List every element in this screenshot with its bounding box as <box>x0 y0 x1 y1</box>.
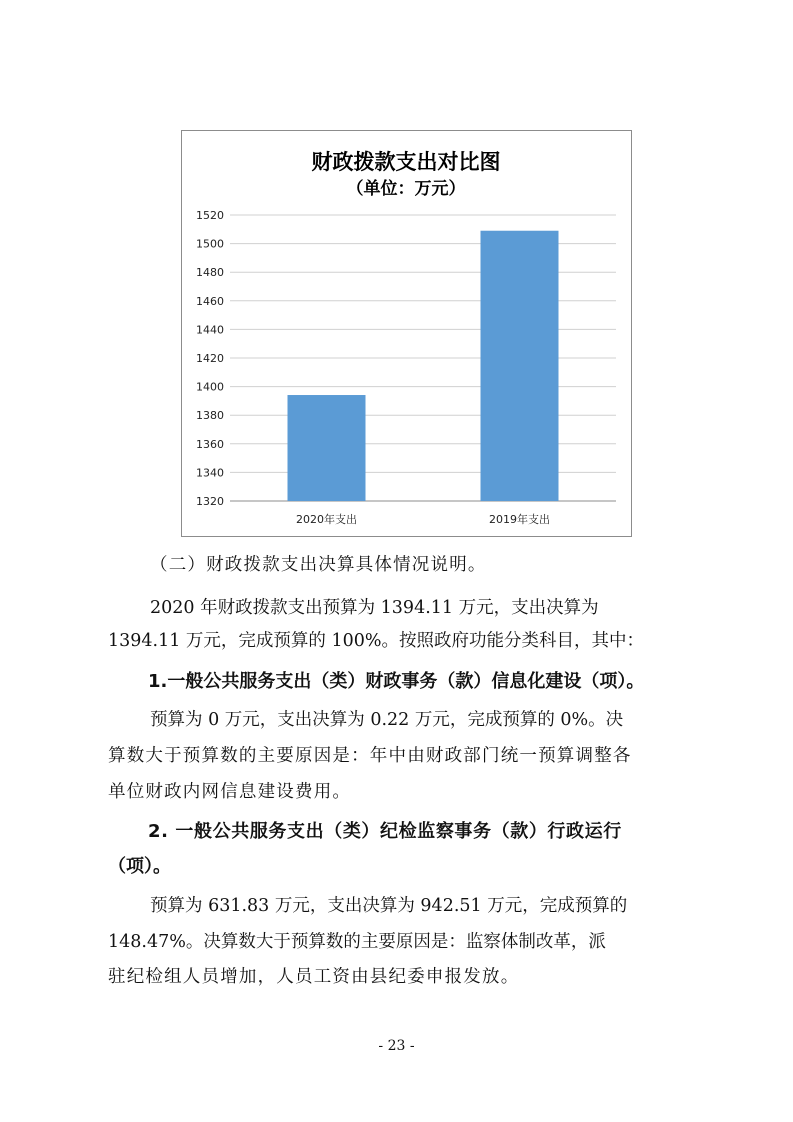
y-tick-label: 1380 <box>196 409 224 423</box>
chart-title: 财政拨款支出对比图 <box>311 150 501 174</box>
item2-line-3: 驻纪检组人员增加，人员工资由县纪委申报发放。 <box>108 967 520 987</box>
y-tick-label: 1400 <box>196 380 224 394</box>
intro-line-1: 2020 年财政拨款支出预算为 1394.11 万元，支出决算为 <box>150 598 599 618</box>
item2-line-1: 预算为 631.83 万元，支出决算为 942.51 万元，完成预算的 <box>150 896 628 916</box>
section-heading: （二）财政拨款支出决算具体情况说明。 <box>150 555 487 575</box>
item2-line-2: 148.47%。决算数大于预算数的主要原因是：监察体制改革，派 <box>108 932 606 952</box>
item2-heading-line-1: 2. 一般公共服务支出（类）纪检监察事务（款）行政运行 <box>148 821 622 842</box>
y-tick-label: 1320 <box>196 495 224 508</box>
intro-line-2: 1394.11 万元，完成预算的 100%。按照政府功能分类科目，其中： <box>108 631 645 651</box>
page-number: - 23 - <box>378 1038 415 1054</box>
y-tick-label: 1500 <box>196 237 224 251</box>
y-tick-label: 1460 <box>196 294 224 308</box>
y-tick-label: 1420 <box>196 352 224 365</box>
y-tick-label: 1360 <box>196 437 224 451</box>
bar <box>288 395 366 501</box>
item1-heading: 1.一般公共服务支出（类）财政事务（款）信息化建设（项）。 <box>148 671 645 692</box>
x-tick-label: 2019年支出 <box>489 513 550 526</box>
item1-line-1: 预算为 0 万元，支出决算为 0.22 万元，完成预算的 0%。决 <box>150 710 624 730</box>
item1-line-2: 算数大于预算数的主要原因是：年中由财政部门统一预算调整各 <box>108 746 632 766</box>
bar <box>481 231 559 501</box>
chart-subtitle: （单位：万元） <box>346 179 466 199</box>
bar-chart <box>181 130 632 537</box>
y-tick-label: 1480 <box>196 266 224 280</box>
chart-canvas <box>182 131 631 536</box>
item2-heading-line-2: （项）。 <box>108 856 171 877</box>
y-tick-label: 1520 <box>196 209 224 222</box>
item1-line-3: 单位财政内网信息建设费用。 <box>108 782 352 802</box>
y-tick-label: 1340 <box>196 466 224 480</box>
x-tick-label: 2020年支出 <box>296 513 357 526</box>
y-tick-label: 1440 <box>196 323 224 337</box>
